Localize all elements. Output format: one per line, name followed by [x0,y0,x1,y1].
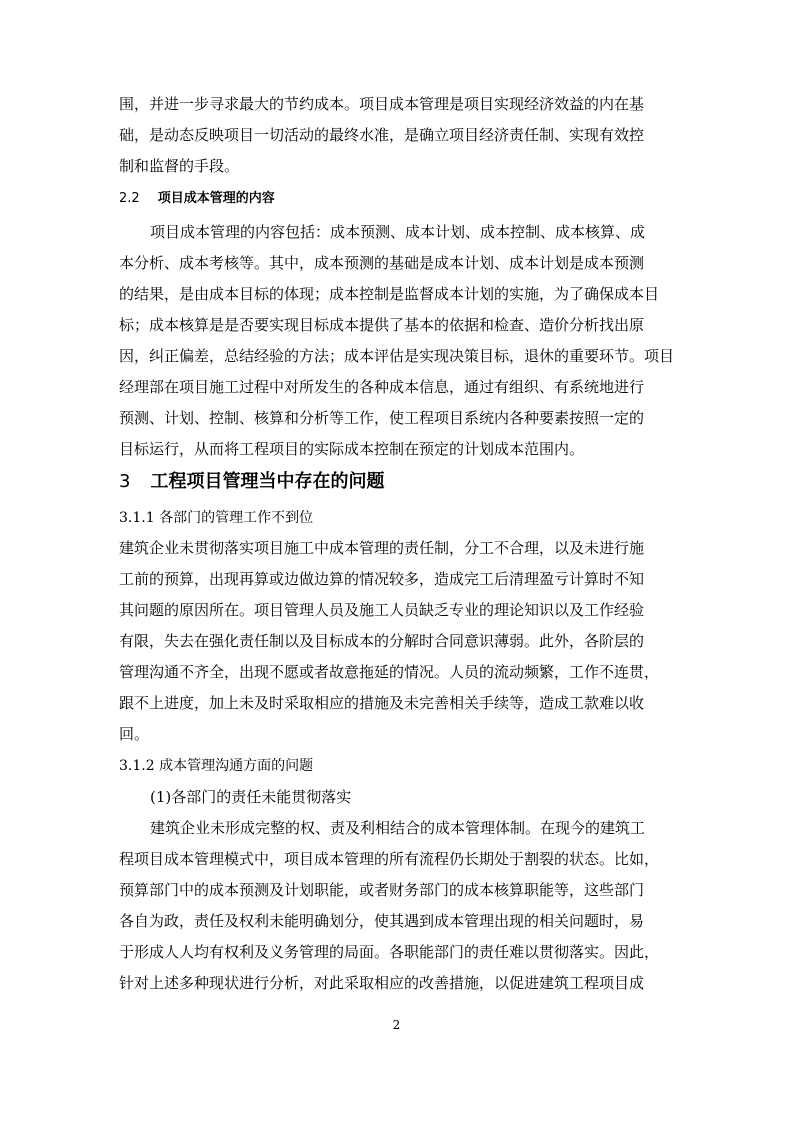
section-2-2-line-7: 预测、计划、控制、核算和分析等工作，使工程项目系统内各种要素按照一定的 [119,409,645,427]
section-3-1-2-line-1: 建筑企业未形成完整的权、责及利相结合的成本管理体制。在现今的建筑工 [150,819,646,837]
section-3-1-1-line-5: 管理沟通不齐全，出现不愿或者故意拖延的情况。人员的流动频繁，工作不连贯， [119,663,660,681]
section-3-1-1-line-6: 跟不上进度，加上未及时采取相应的措施及未完善相关手续等，造成工款难以收 [119,694,645,712]
section-3-1-2-line-6: 针对上述多种现状进行分析，对此采取相应的改善措施，以促进建筑工程项目成 [119,974,645,992]
section-3-1-1-line-4: 有限，失去在强化责任制以及目标成本的分解时合同意识薄弱。此外，各阶层的 [119,632,645,650]
section-2-2-number: 2.2 [119,191,140,206]
section-3-1-1-line-7: 回。 [119,725,150,743]
section-2-2-line-2: 本分析、成本考核等。其中，成本预测的基础是成本计划、成本计划是成本预测 [119,254,645,272]
section-3-1-1-line-2: 工前的预算，出现再算或边做边算的情况较多，造成完工后清理盈亏计算时不知 [119,570,645,588]
section-3-1-2-line-5: 于形成人人均有权利及义务管理的局面。各职能部门的责任难以贯彻落实。因此， [119,943,660,961]
section-2-2-line-3: 的结果，是由成本目标的体现；成本控制是监督成本计划的实施，为了确保成本目 [119,285,660,303]
section-3-1-1-line-3: 其问题的原因所在。项目管理人员及施工人员缺乏专业的理论知识以及工作经验 [119,601,645,619]
section-3-1-2-item-1: (1)各部门的责任未能贯彻落实 [150,788,352,806]
section-2-2-line-6: 经理部在项目施工过程中对所发生的各种成本信息，通过有组织、有系统地进行 [119,378,645,396]
section-2-2-title: 项目成本管理的内容 [157,191,275,206]
section-3-1-2-line-4: 各自为政，责任及权利未能明确划分，使其遇到成本管理出现的相关问题时，易 [119,912,645,930]
section-2-2-line-8: 目标运行，从而将工程项目的实际成本控制在预定的计划成本范围内。 [119,440,585,458]
section-3-1-1-heading: 3.1.1 各部门的管理工作不到位 [119,510,314,526]
section-3-number: 3 [119,471,131,492]
section-3-1-1-line-1: 建筑企业未贯彻落实项目施工中成本管理的责任制，分工不合理，以及未进行施 [119,539,645,557]
section-2-2-line-1: 项目成本管理的内容包括：成本预测、成本计划、成本控制、成本核算、成 [150,223,646,241]
section-2-2-line-4: 标；成本核算是是否要实现目标成本提供了基本的依据和检查、造价分析找出原 [119,316,645,334]
section-3-1-2-heading: 3.1.2 成本管理沟通方面的问题 [119,758,314,774]
intro-line-3: 制和监督的手段。 [119,157,240,175]
intro-line-2: 础，是动态反映项目一切活动的最终水准，是确立项目经济责任制、实现有效控 [119,126,645,144]
section-3-heading [119,470,384,494]
section-3-title: 工程项目管理当中存在的问题 [150,471,385,492]
section-3-1-2-line-2: 程项目成本管理模式中，项目成本管理的所有流程仍长期处于割裂的状态。比如， [119,850,660,868]
intro-line-1: 围，并进一步寻求最大的节约成本。项目成本管理是项目实现经济效益的内在基 [119,95,645,113]
section-2-2-heading [119,189,275,209]
page-number: 2 [392,1018,401,1032]
section-3-1-2-line-3: 预算部门中的成本预测及计划职能，或者财务部门的成本核算职能等，这些部门 [119,881,645,899]
section-2-2-line-5: 因，纠正偏差，总结经验的方法；成本评估是实现决策目标，退休的重要环节。项目 [119,347,675,365]
